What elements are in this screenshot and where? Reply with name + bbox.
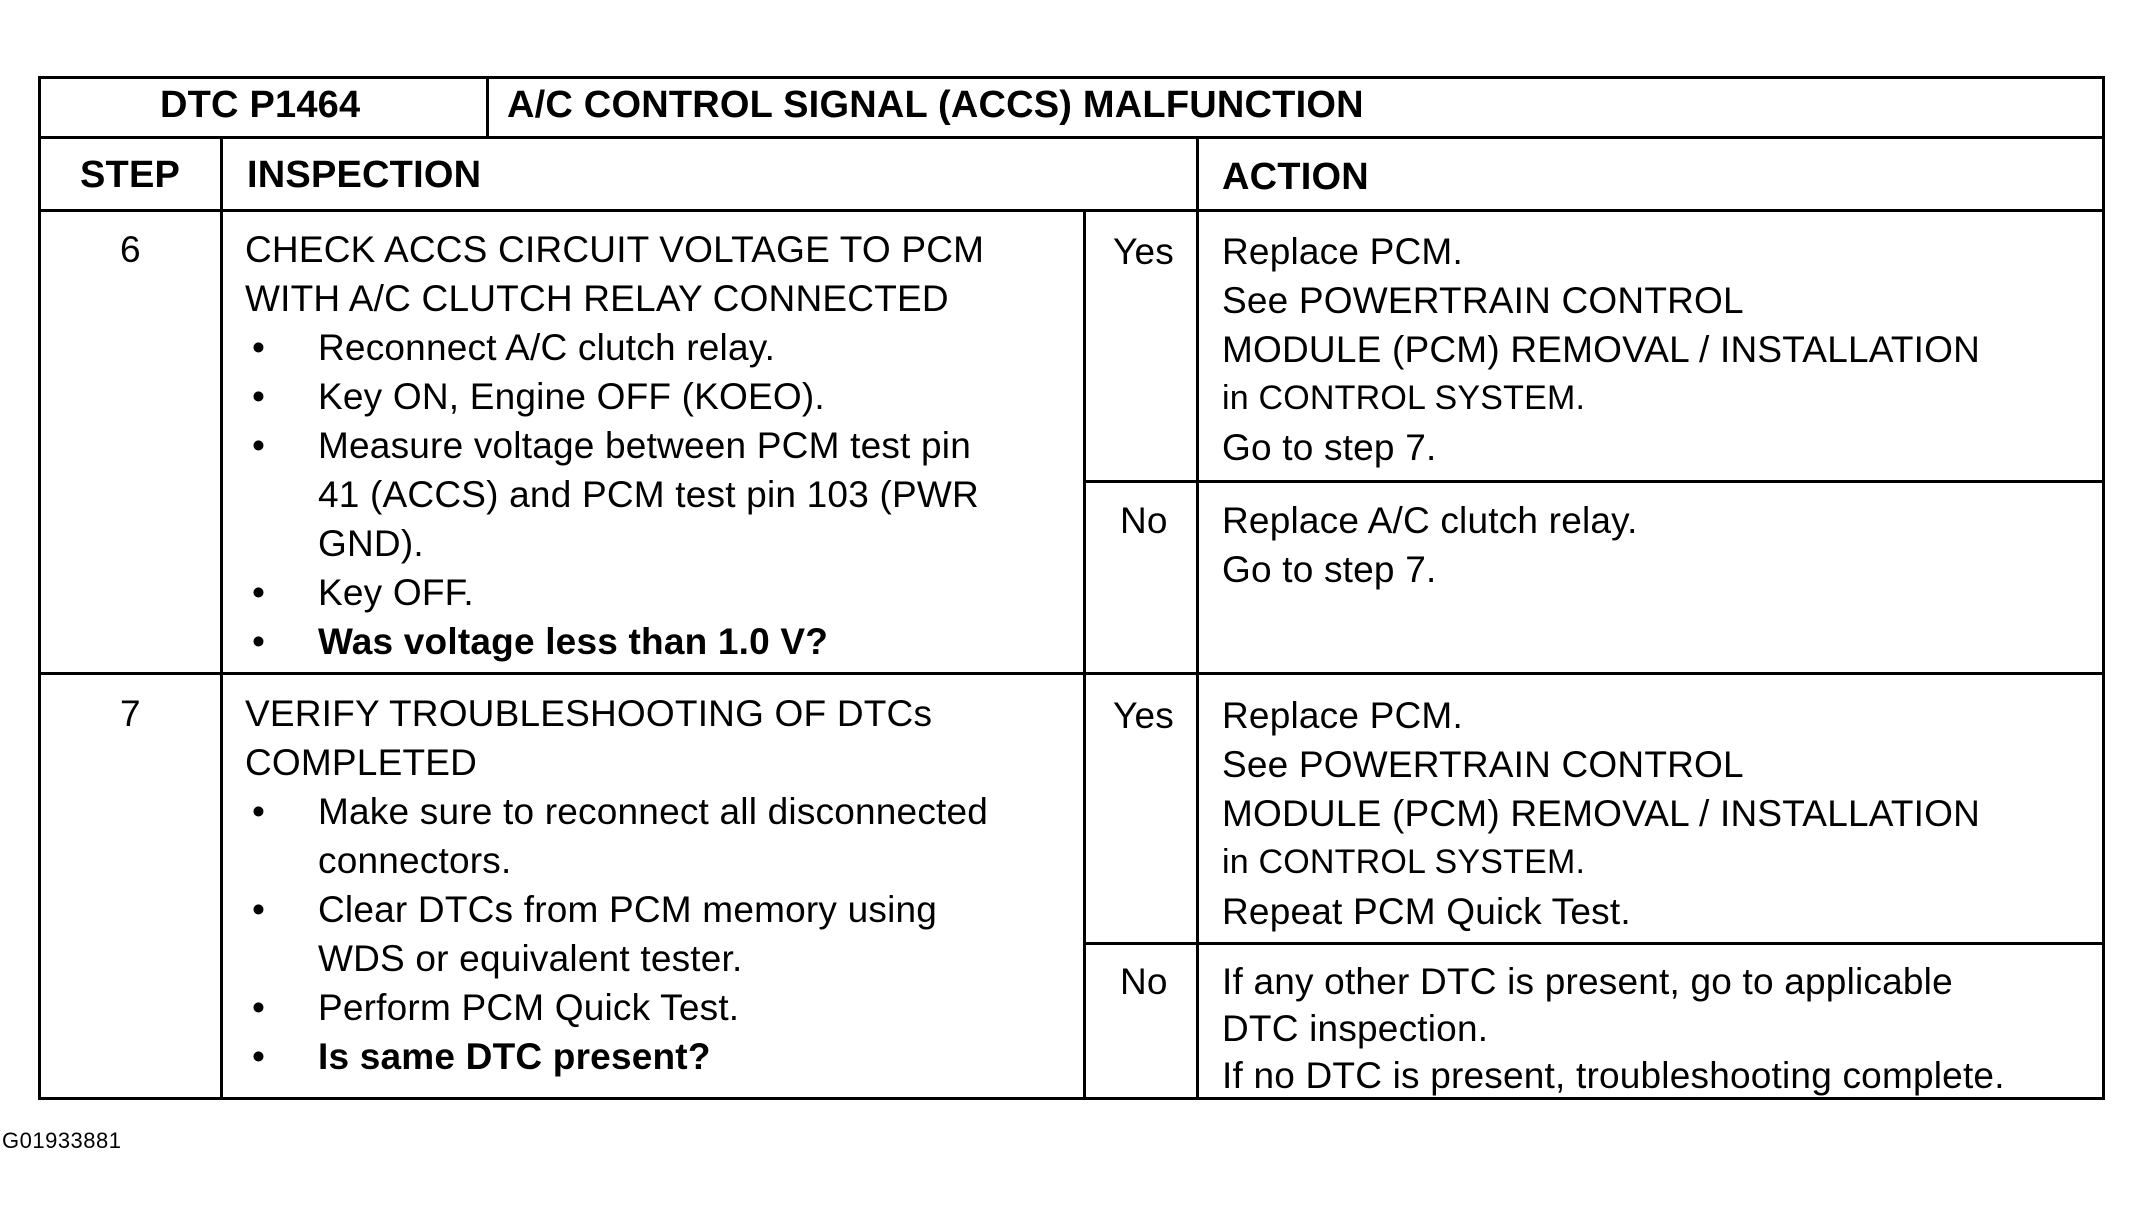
inspection-bullet-continued: GND).: [318, 523, 424, 564]
row-divider-step7: [38, 672, 2105, 675]
action-line: If any other DTC is present, go to applicable: [1222, 961, 1953, 1002]
inspection-bullet: Make sure to reconnect all disconnected: [318, 791, 989, 832]
inspection-title-line: VERIFY TROUBLESHOOTING OF DTCs: [245, 693, 933, 734]
col-divider-step: [220, 136, 223, 1100]
bullet-icon: •: [252, 621, 265, 662]
row-divider-step7-action: [1085, 942, 2105, 945]
bullet-icon: •: [252, 889, 265, 930]
action-line: See POWERTRAIN CONTROL: [1222, 744, 1744, 785]
bullet-icon: •: [252, 791, 265, 832]
action-line: MODULE (PCM) REMOVAL / INSTALLATION: [1222, 329, 1981, 370]
row-divider-columns: [38, 209, 2105, 212]
step-number-7: 7: [120, 693, 141, 734]
action-line: DTC inspection.: [1222, 1008, 1489, 1049]
inspection-title-line: COMPLETED: [245, 742, 478, 783]
yes-label: Yes: [1113, 231, 1174, 272]
step-number-6: 6: [120, 229, 141, 270]
inspection-bullet: Measure voltage between PCM test pin: [318, 425, 971, 466]
inspection-bullet: Key OFF.: [318, 572, 474, 613]
action-line: Go to step 7.: [1222, 549, 1437, 590]
yes-label: Yes: [1113, 695, 1174, 736]
bullet-icon: •: [252, 376, 265, 417]
row-divider-header: [38, 136, 2105, 139]
action-line: If no DTC is present, troubleshooting complete.: [1222, 1055, 2005, 1096]
dtc-title: A/C CONTROL SIGNAL (ACCS) MALFUNCTION: [507, 84, 1364, 126]
bullet-icon: •: [252, 1036, 265, 1077]
row-divider-step6-action: [1085, 480, 2105, 483]
bullet-icon: •: [252, 425, 265, 466]
inspection-question: Was voltage less than 1.0 V?: [318, 621, 829, 662]
inspection-bullet: Reconnect A/C clutch relay.: [318, 327, 776, 368]
inspection-question: Is same DTC present?: [318, 1036, 711, 1077]
inspection-bullet-continued: 41 (ACCS) and PCM test pin 103 (PWR: [318, 474, 979, 515]
action-line: Replace PCM.: [1222, 695, 1463, 736]
column-header-step: STEP: [80, 154, 181, 196]
column-header-action: ACTION: [1222, 156, 1369, 198]
dtc-code: DTC P1464: [160, 84, 361, 126]
figure-id: G01933881: [2, 1128, 122, 1153]
inspection-title-line: CHECK ACCS CIRCUIT VOLTAGE TO PCM: [245, 229, 985, 270]
action-line: Repeat PCM Quick Test.: [1222, 891, 1631, 932]
action-line: Replace A/C clutch relay.: [1222, 500, 1638, 541]
inspection-bullet-continued: WDS or equivalent tester.: [318, 938, 743, 979]
no-label: No: [1120, 961, 1168, 1002]
col-divider-action: [1196, 136, 1199, 1100]
inspection-bullet: Perform PCM Quick Test.: [318, 987, 740, 1028]
bullet-icon: •: [252, 327, 265, 368]
col-divider-dtc: [486, 76, 489, 139]
col-divider-yesno: [1083, 209, 1086, 1100]
action-line: See POWERTRAIN CONTROL: [1222, 280, 1744, 321]
action-line: in CONTROL SYSTEM.: [1222, 843, 1586, 881]
action-line: Go to step 7.: [1222, 427, 1437, 468]
bullet-icon: •: [252, 572, 265, 613]
bullet-icon: •: [252, 987, 265, 1028]
inspection-bullet: Clear DTCs from PCM memory using: [318, 889, 938, 930]
action-line: in CONTROL SYSTEM.: [1222, 379, 1586, 417]
inspection-title-line: WITH A/C CLUTCH RELAY CONNECTED: [245, 278, 949, 319]
action-line: Replace PCM.: [1222, 231, 1463, 272]
inspection-bullet-continued: connectors.: [318, 840, 512, 881]
no-label: No: [1120, 500, 1168, 541]
inspection-bullet: Key ON, Engine OFF (KOEO).: [318, 376, 825, 417]
action-line: MODULE (PCM) REMOVAL / INSTALLATION: [1222, 793, 1981, 834]
column-header-inspection: INSPECTION: [247, 154, 482, 196]
